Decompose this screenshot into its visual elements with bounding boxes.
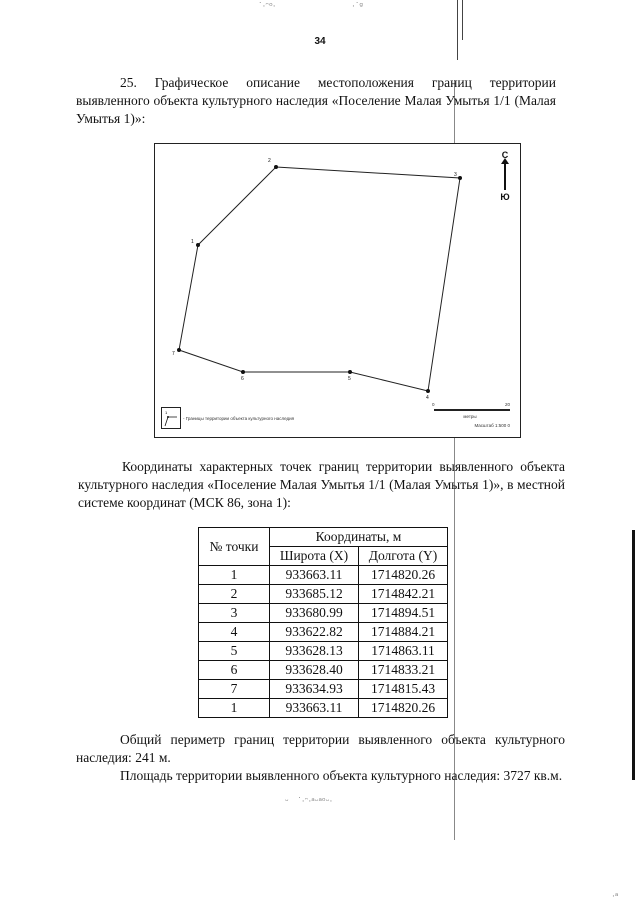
cell-lon: 1714863.11	[359, 642, 448, 661]
boundary-polygon	[179, 167, 460, 391]
scan-mark-corner: ·ᵃ	[612, 892, 619, 902]
cell-lat: 933685.12	[270, 585, 359, 604]
boundary-points	[177, 165, 462, 393]
cell-lon: 1714820.26	[359, 566, 448, 585]
arrow-up-icon	[504, 162, 506, 190]
legend-label: - Границы территории объекта культурного наследия	[183, 416, 295, 421]
cell-lat: 933663.11	[270, 699, 359, 718]
table-header-row	[199, 528, 448, 547]
coordinates-intro-paragraph: Координаты характерных точек границ территории выявленного объекта культурного наследия «Поселение Малая Умытья 1/1 (Малая Умытья 1)», в местной системе координат (МСК 86, зона 1):	[78, 459, 565, 510]
col-header-coords: Координаты, м	[270, 528, 448, 547]
point-1-label: 1	[191, 239, 194, 245]
cell-point: 6	[199, 661, 270, 680]
col-header-lat: Широта (X)	[270, 547, 359, 566]
point-2-label: 2	[268, 158, 271, 164]
cell-lon: 1714894.51	[359, 604, 448, 623]
point-6-marker	[241, 370, 245, 374]
table-row	[199, 566, 448, 585]
section-intro-paragraph: 25. Графическое описание местоположения границ территории выявленного объекта культурного наследия «Поселение Малая Умытья 1/1 (Малая Умытья 1)»:	[76, 75, 556, 126]
point-7-marker	[177, 348, 181, 352]
point-3-label: 3	[454, 172, 457, 178]
cell-point: 1	[199, 566, 270, 585]
boundary-map	[154, 143, 521, 438]
svg-text:1: 1	[165, 410, 168, 415]
boundary-line-icon	[162, 408, 180, 428]
compass-south-label: Ю	[500, 192, 510, 202]
table-row	[199, 661, 448, 680]
perimeter-paragraph: Общий периметр границ территории выявленного объекта культурного наследия: 241 м.	[76, 732, 565, 765]
coordinates-table	[198, 527, 448, 718]
col-header-lon: Долгота (Y)	[359, 547, 448, 566]
cell-lat: 933622.82	[270, 623, 359, 642]
cell-lon: 1714820.26	[359, 699, 448, 718]
table-body	[199, 566, 448, 718]
boundary-plot	[155, 144, 522, 439]
point-6-label: 6	[241, 376, 244, 382]
scale-end-label: 20	[504, 402, 510, 407]
cell-lat: 933634.93	[270, 680, 359, 699]
table-row	[199, 623, 448, 642]
point-5-marker	[348, 370, 352, 374]
cell-point: 5	[199, 642, 270, 661]
scan-edge-right	[632, 530, 635, 780]
scan-line-top	[457, 0, 458, 60]
cell-point: 1	[199, 699, 270, 718]
point-1-marker	[196, 243, 200, 247]
point-3-marker	[458, 176, 462, 180]
scale-bar	[430, 401, 510, 431]
cell-lat: 933628.40	[270, 661, 359, 680]
scan-mark-bottom: ᵕ ˙·ᵔ·ᵃᵕᵃᵒᵕ·	[285, 797, 333, 807]
cell-point: 3	[199, 604, 270, 623]
map-legend	[161, 407, 341, 429]
scan-mark-top-right: ·˙ᵍ	[352, 2, 364, 12]
north-arrow	[496, 150, 514, 202]
table-row	[199, 585, 448, 604]
cell-point: 2	[199, 585, 270, 604]
point-5-label: 5	[348, 376, 351, 382]
scale-start-label: 0	[432, 402, 435, 407]
table-row	[199, 680, 448, 699]
point-4-label: 4	[426, 395, 429, 401]
scale-bar-line	[434, 409, 510, 411]
cell-lat: 933680.99	[270, 604, 359, 623]
cell-lat: 933663.11	[270, 566, 359, 585]
table-row	[199, 699, 448, 718]
cell-lon: 1714842.21	[359, 585, 448, 604]
cell-lon: 1714884.21	[359, 623, 448, 642]
legend-symbol-box	[161, 407, 181, 429]
point-2-marker	[274, 165, 278, 169]
scale-units-label: метры	[463, 414, 477, 419]
table-row	[199, 642, 448, 661]
cell-point: 4	[199, 623, 270, 642]
cell-point: 7	[199, 680, 270, 699]
scan-mark-top-left: ˙·ᵔᵒ·	[258, 2, 276, 12]
point-4-marker	[426, 389, 430, 393]
cell-lon: 1714815.43	[359, 680, 448, 699]
cell-lat: 933628.13	[270, 642, 359, 661]
col-header-point: № точки	[199, 528, 270, 566]
scale-ratio-label: Масштаб 1:500 0	[474, 423, 510, 428]
cell-lon: 1714833.21	[359, 661, 448, 680]
scan-line-top-2	[462, 0, 463, 40]
area-paragraph: Площадь территории выявленного объекта культурного наследия: 3727 кв.м.	[120, 768, 563, 783]
point-7-label: 7	[172, 351, 175, 357]
page-number: 34	[314, 36, 326, 47]
compass-north-label: С	[501, 150, 509, 160]
table-row	[199, 604, 448, 623]
